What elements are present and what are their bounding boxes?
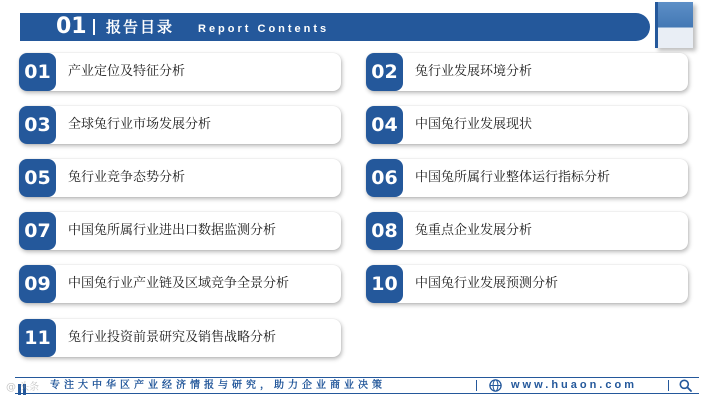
- toc-item-06[interactable]: [366, 159, 688, 197]
- toc-item-number: 04: [366, 106, 403, 144]
- toc-item-11[interactable]: [19, 319, 341, 357]
- toc-item-number: 06: [366, 159, 403, 197]
- book-cover-image: [655, 2, 693, 48]
- toc-item-label: 产业定位及特征分析: [68, 64, 186, 79]
- header-divider: [93, 19, 95, 35]
- toc-item-01[interactable]: [19, 53, 341, 91]
- toc-item-number: 09: [19, 265, 56, 303]
- search-icon[interactable]: [679, 379, 692, 392]
- toc-item-label: 兔行业投资前景研究及销售战略分析: [68, 330, 277, 345]
- toc-item-label: 兔行业发展环境分析: [415, 64, 533, 79]
- toc-item-03[interactable]: [19, 106, 341, 144]
- toc-item-number: 05: [19, 159, 56, 197]
- toc-item-label: 中国兔行业产业链及区域竞争全景分析: [68, 276, 290, 291]
- page-title: 报告目录: [106, 18, 175, 36]
- toc-item-07[interactable]: [19, 212, 341, 250]
- toc-item-label: 中国兔所属行业整体运行指标分析: [415, 170, 611, 185]
- watermark: @ 头条: [6, 382, 40, 393]
- toc-item-08[interactable]: [366, 212, 688, 250]
- toc-item-10[interactable]: [366, 265, 688, 303]
- toc-item-label: 中国兔行业发展现状: [415, 117, 533, 132]
- footer-divider: [476, 380, 477, 391]
- toc-item-number: 08: [366, 212, 403, 250]
- toc-item-09[interactable]: [19, 265, 341, 303]
- toc-item-02[interactable]: [366, 53, 688, 91]
- toc-item-number: 01: [19, 53, 56, 91]
- toc-item-number: 10: [366, 265, 403, 303]
- toc-item-number: 03: [19, 106, 56, 144]
- toc-item-number: 07: [19, 212, 56, 250]
- toc-item-label: 中国兔行业发展预测分析: [415, 276, 559, 291]
- section-header: [20, 13, 650, 41]
- toc-item-04[interactable]: [366, 106, 688, 144]
- book-spine: [655, 2, 658, 48]
- toc-item-label: 兔重点企业发展分析: [415, 223, 533, 238]
- footer-slogan: 专注大中华区产业经济情报与研究，助力企业商业决策: [50, 380, 386, 391]
- toc-item-label: 兔行业竞争态势分析: [68, 170, 186, 185]
- footer-rule-bottom: [15, 393, 699, 394]
- toc-item-label: 中国兔所属行业进出口数据监测分析: [68, 223, 277, 238]
- section-number: 01: [56, 14, 87, 39]
- footer-divider: [668, 380, 669, 391]
- toc-item-number: 11: [19, 319, 56, 357]
- toc-item-05[interactable]: [19, 159, 341, 197]
- toc-item-number: 02: [366, 53, 403, 91]
- page-subtitle: Report Contents: [198, 23, 330, 35]
- globe-icon: [489, 379, 502, 392]
- toc-item-label: 全球兔行业市场发展分析: [68, 117, 212, 132]
- website-link[interactable]: www.huaon.com: [511, 379, 637, 391]
